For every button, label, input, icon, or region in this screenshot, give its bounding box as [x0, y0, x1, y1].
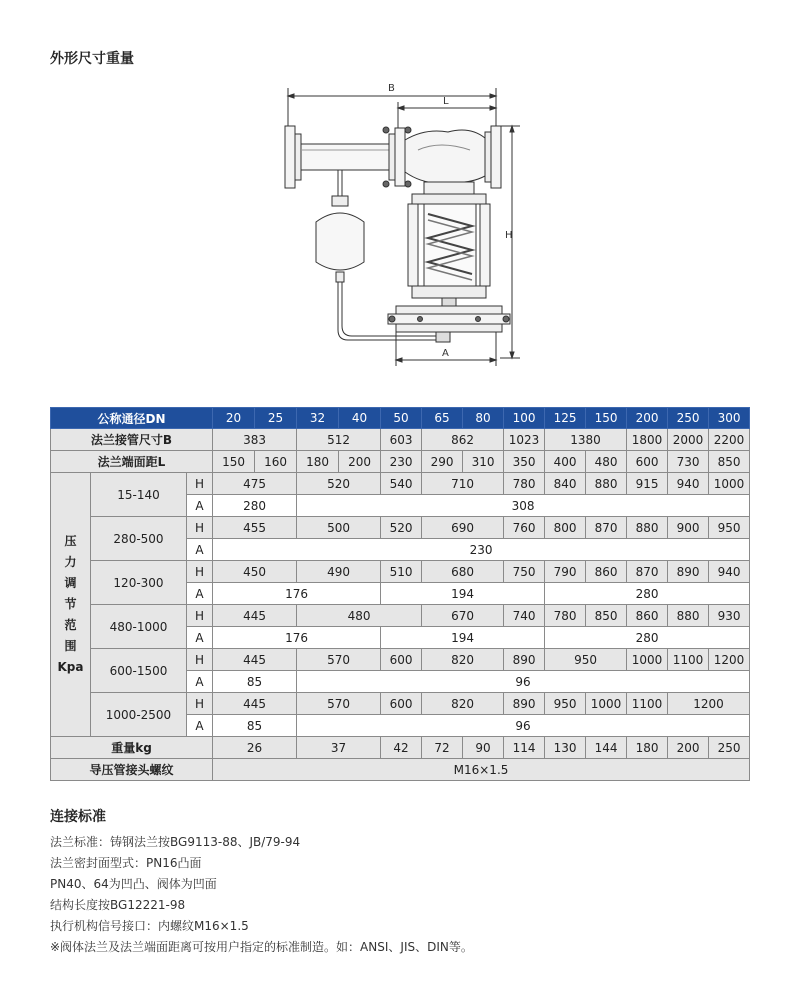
value-cell: 144	[586, 737, 627, 759]
h-label: H	[187, 605, 213, 627]
value-cell: 1000	[586, 693, 627, 715]
value-cell: 1023	[504, 429, 545, 451]
value-cell: 480	[586, 451, 627, 473]
value-cell: 915	[627, 473, 668, 495]
dn-cell: 300	[709, 408, 750, 429]
value-cell: 176	[213, 583, 381, 605]
value-cell: 880	[668, 605, 709, 627]
value-cell: 230	[381, 451, 422, 473]
h-label: H	[187, 517, 213, 539]
a-label: A	[187, 539, 213, 561]
spec-table	[50, 407, 750, 781]
range-h-row	[51, 649, 750, 671]
value-cell: 690	[422, 517, 504, 539]
dim-label-h: H	[505, 230, 513, 241]
value-cell: 230	[213, 539, 750, 561]
value-cell: 176	[213, 627, 381, 649]
value-cell: 780	[504, 473, 545, 495]
a-label: A	[187, 715, 213, 737]
value-cell: 840	[545, 473, 586, 495]
group-char: 力	[64, 555, 77, 569]
value-cell: 2000	[668, 429, 709, 451]
header-row	[51, 408, 750, 429]
value-cell: 890	[504, 693, 545, 715]
value-cell: 290	[422, 451, 463, 473]
group-char: 范	[64, 618, 77, 632]
flange-l-row	[51, 451, 750, 473]
value-cell: 310	[463, 451, 504, 473]
a-label: A	[187, 495, 213, 517]
note-line: PN40、64为凹凸、阀体为凹面	[50, 877, 217, 891]
h-label: H	[187, 473, 213, 495]
valve-drawing	[0, 0, 800, 400]
value-cell: 850	[586, 605, 627, 627]
range-h-row	[51, 605, 750, 627]
left-pipe	[285, 126, 411, 188]
dimension-l	[398, 96, 496, 128]
note-line: 结构长度按BG12221-98	[50, 898, 186, 912]
value-cell: 350	[504, 451, 545, 473]
h-label: H	[187, 649, 213, 671]
value-cell: 1800	[627, 429, 668, 451]
value-cell: 860	[627, 605, 668, 627]
notes-list	[50, 832, 473, 958]
value-cell: 455	[213, 517, 297, 539]
range-h-row	[51, 693, 750, 715]
a-label: A	[187, 627, 213, 649]
range-label: 480-1000	[91, 605, 187, 649]
value-cell: 900	[668, 517, 709, 539]
dn-cell: 32	[297, 408, 339, 429]
group-char: 压	[64, 534, 77, 548]
value-cell: 400	[545, 451, 586, 473]
value-cell: 114	[504, 737, 545, 759]
dimension-b	[288, 83, 496, 128]
value-cell: M16×1.5	[213, 759, 750, 781]
value-cell: 890	[668, 561, 709, 583]
value-cell: 1200	[709, 649, 750, 671]
group-char: 调	[64, 576, 77, 590]
dn-cell: 150	[586, 408, 627, 429]
dn-cell: 100	[504, 408, 545, 429]
value-cell: 730	[668, 451, 709, 473]
value-cell: 860	[586, 561, 627, 583]
value-cell: 1380	[545, 429, 627, 451]
value-cell: 600	[381, 649, 422, 671]
value-cell: 510	[381, 561, 422, 583]
value-cell: 870	[586, 517, 627, 539]
dimensions-title: 外形尺寸重量	[50, 51, 134, 67]
value-cell: 520	[381, 517, 422, 539]
a-label: A	[187, 671, 213, 693]
dn-cell: 250	[668, 408, 709, 429]
row-label: 导压管接头螺纹	[51, 759, 213, 781]
dim-label-a: A	[442, 348, 449, 359]
value-cell: 820	[422, 693, 504, 715]
value-cell: 950	[545, 649, 627, 671]
range-label: 1000-2500	[91, 693, 187, 737]
range-h-row	[51, 473, 750, 495]
value-cell: 670	[422, 605, 504, 627]
row-label: 法兰接管尺寸B	[51, 429, 213, 451]
value-cell: 870	[627, 561, 668, 583]
value-cell: 780	[545, 605, 586, 627]
connection-title: 连接标准	[50, 809, 106, 825]
value-cell: 940	[709, 561, 750, 583]
spring-cage	[408, 194, 490, 306]
value-cell: 512	[297, 429, 381, 451]
value-cell: 890	[504, 649, 545, 671]
value-cell: 250	[709, 737, 750, 759]
value-cell: 308	[297, 495, 750, 517]
value-cell: 750	[504, 561, 545, 583]
value-cell: 130	[545, 737, 586, 759]
value-cell: 1000	[709, 473, 750, 495]
value-cell: 280	[545, 583, 750, 605]
h-label: H	[187, 561, 213, 583]
thread-row	[51, 759, 750, 781]
value-cell: 2200	[709, 429, 750, 451]
value-cell: 194	[381, 627, 545, 649]
header-label: 公称通径DN	[51, 408, 213, 429]
row-label: 重量kg	[51, 737, 213, 759]
value-cell: 600	[381, 693, 422, 715]
value-cell: 760	[504, 517, 545, 539]
actuator	[388, 306, 510, 342]
value-cell: 520	[297, 473, 381, 495]
dn-cell: 200	[627, 408, 668, 429]
value-cell: 740	[504, 605, 545, 627]
a-label: A	[187, 583, 213, 605]
value-cell: 96	[297, 715, 750, 737]
value-cell: 180	[297, 451, 339, 473]
dim-label-l: L	[443, 96, 449, 107]
dn-cell: 50	[381, 408, 422, 429]
value-cell: 490	[297, 561, 381, 583]
value-cell: 1100	[627, 693, 668, 715]
h-label: H	[187, 693, 213, 715]
value-cell: 880	[627, 517, 668, 539]
value-cell: 680	[422, 561, 504, 583]
value-cell: 800	[545, 517, 586, 539]
value-cell: 280	[213, 495, 297, 517]
value-cell: 194	[381, 583, 545, 605]
range-h-row	[51, 561, 750, 583]
value-cell: 445	[213, 693, 297, 715]
value-cell: 1200	[668, 693, 750, 715]
value-cell: 450	[213, 561, 297, 583]
value-cell: 72	[422, 737, 463, 759]
value-cell: 96	[297, 671, 750, 693]
value-cell: 85	[213, 671, 297, 693]
value-cell: 790	[545, 561, 586, 583]
flange-b-row	[51, 429, 750, 451]
range-label: 120-300	[91, 561, 187, 605]
value-cell: 1000	[627, 649, 668, 671]
value-cell: 600	[627, 451, 668, 473]
value-cell: 940	[668, 473, 709, 495]
value-cell: 930	[709, 605, 750, 627]
note-line: 执行机构信号接口：内螺纹M16×1.5	[50, 919, 249, 933]
pressure-range-group-label	[51, 473, 91, 737]
value-cell: 383	[213, 429, 297, 451]
value-cell: 37	[297, 737, 381, 759]
value-cell: 475	[213, 473, 297, 495]
weight-row	[51, 737, 750, 759]
dn-cell: 20	[213, 408, 255, 429]
value-cell: 180	[627, 737, 668, 759]
range-label: 600-1500	[91, 649, 187, 693]
value-cell: 570	[297, 649, 381, 671]
dn-cell: 25	[255, 408, 297, 429]
dn-cell: 125	[545, 408, 586, 429]
value-cell: 820	[422, 649, 504, 671]
note-line: ※阀体法兰及法兰端面距离可按用户指定的标准制造。如：ANSI、JIS、DIN等。	[50, 940, 473, 954]
range-h-row	[51, 517, 750, 539]
note-line: 法兰密封面型式：PN16凸面	[50, 856, 202, 870]
value-cell: 950	[709, 517, 750, 539]
value-cell: 445	[213, 605, 297, 627]
valve-body	[405, 126, 501, 194]
value-cell: 150	[213, 451, 255, 473]
dim-label-b: B	[388, 83, 395, 94]
note-line: 法兰标准：铸钢法兰按BG9113-88、JB/79-94	[50, 835, 301, 849]
group-char: Kpa	[57, 660, 84, 674]
value-cell: 570	[297, 693, 381, 715]
value-cell: 1100	[668, 649, 709, 671]
value-cell: 862	[422, 429, 504, 451]
value-cell: 710	[422, 473, 504, 495]
dn-cell: 80	[463, 408, 504, 429]
value-cell: 880	[586, 473, 627, 495]
value-cell: 200	[668, 737, 709, 759]
value-cell: 26	[213, 737, 297, 759]
value-cell: 850	[709, 451, 750, 473]
value-cell: 85	[213, 715, 297, 737]
value-cell: 280	[545, 627, 750, 649]
dn-cell: 65	[422, 408, 463, 429]
value-cell: 200	[339, 451, 381, 473]
value-cell: 90	[463, 737, 504, 759]
value-cell: 603	[381, 429, 422, 451]
range-label: 15-140	[91, 473, 187, 517]
row-label: 法兰端面距L	[51, 451, 213, 473]
dn-cell: 40	[339, 408, 381, 429]
group-char: 节	[64, 597, 77, 611]
value-cell: 480	[297, 605, 422, 627]
value-cell: 500	[297, 517, 381, 539]
group-char: 围	[64, 639, 77, 653]
value-cell: 950	[545, 693, 586, 715]
value-cell: 445	[213, 649, 297, 671]
value-cell: 42	[381, 737, 422, 759]
value-cell: 540	[381, 473, 422, 495]
range-label: 280-500	[91, 517, 187, 561]
value-cell: 160	[255, 451, 297, 473]
